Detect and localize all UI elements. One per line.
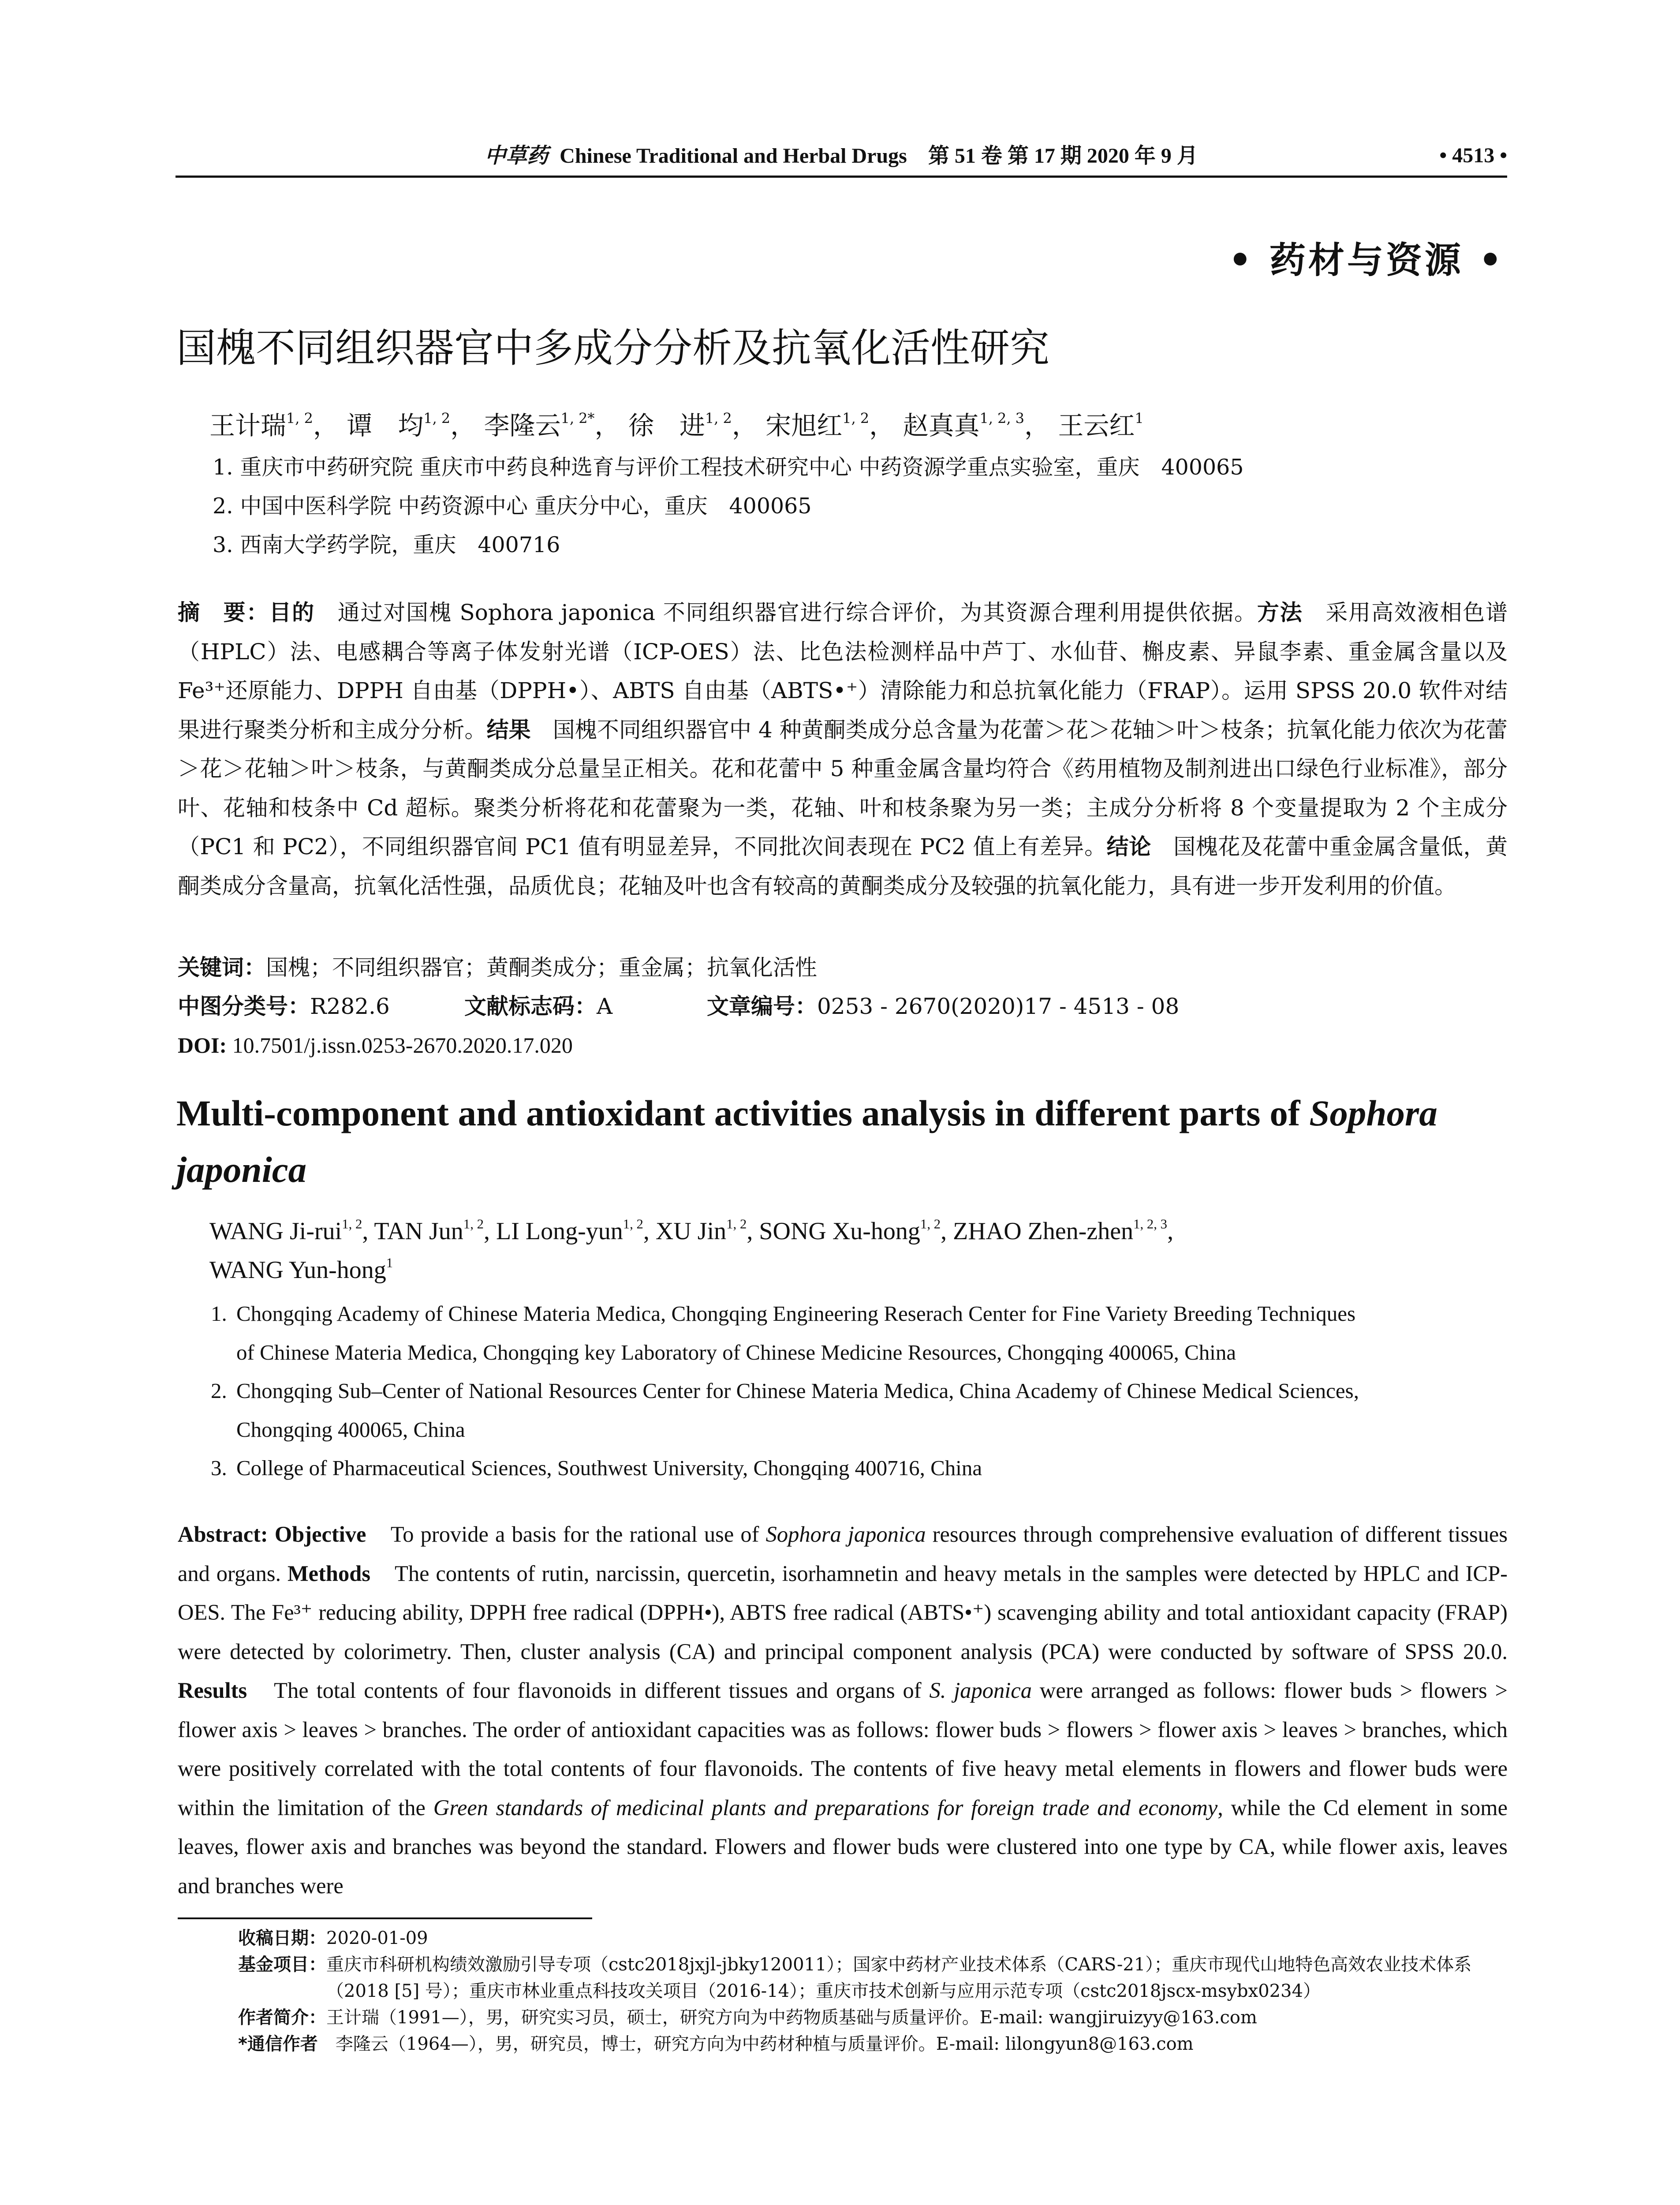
clc-code: R282.6 [310,994,390,1019]
objective-en-text: To provide a basis for the rational use of [366,1522,766,1547]
keywords-text: 国槐；不同组织器官；黄酮类成分；重金属；抗氧化活性 [266,955,817,980]
authors-en [209,1212,1488,1289]
doc-code: A [597,994,613,1019]
doi-line [178,1026,573,1065]
affiliation-line: Chongqing Academy of Chinese Materia Medica, Chongqing Engineering Reserach Center for Fine Variety Breeding Techniques [236,1301,1356,1326]
title-en-species: Sophora japonica [176,1093,1437,1190]
affiliation-en [211,1372,1516,1449]
article-number: 0253 - 2670(2020)17 - 4513 - 08 [817,994,1180,1019]
affiliation-en [211,1294,1516,1372]
methods-en-text: The contents of rutin, narcissin, quercetin, isorhamnetin and heavy metals in the samples were detected by HPLC and ICP-OES. The Fe³⁺ reducing ability, DPPH free radical (DPPH•), ABTS free radical (ABTS•⁺) scavenging ability and total antioxidant capacity (FRAP) were detected by colorimetry. Then, cluster analysis (CA) and principal component analysis (PCA) were conducted by software of SPSS 20.0. [178,1561,1508,1664]
author-cn: 谭 均$^{1, 2}$， [347,410,476,441]
affiliation-cn: 3. 西南大学药学院，重庆 400716 [213,532,560,557]
journal-info: Chinese Traditional and Herbal Drugs 第 51 卷 第 17 期 2020 年 9 月 [560,144,1198,168]
author-cn: 王云红$^1$ [1058,410,1144,441]
methods-label: 方法 [1257,600,1303,625]
doi-value[interactable]: 10.7501/j.issn.0253-2670.2020.17.020 [232,1033,573,1058]
footnote-corresponding-author: *通信作者 李隆云（1964—），男，研究员，博士，研究方向为中药材种植与质量评价。E-mail: lilongyun8@163.com [238,2034,1194,2054]
author-en: XU Jin$^{1, 2}$, [655,1216,759,1245]
authors-cn [209,406,1144,445]
species-name: S. japonica [929,1678,1032,1703]
results-en-label: Results [178,1678,247,1703]
author-cn: 李隆云$^{1, 2*}$， [484,410,620,441]
keywords-cn [178,948,817,987]
affiliation-en [211,1449,1516,1487]
section-heading: • 药材与资源 • [1228,239,1505,281]
keywords-label: 关键词： [178,955,266,980]
affiliation-cn: 1. 重庆市中药研究院 重庆市中药良种选育与评价工程技术研究中心 中药资源学重点实验室，重庆 400065 [213,455,1244,480]
results-en-text: , while the Cd element in some leaves, flower axis and branches was beyond the standard. Flowers and flower buds were clustered into one type by CA, while flower axis, leaves and branches were [178,1795,1508,1898]
affiliation-line: Chongqing 400065, China [236,1417,465,1442]
journal-header [175,140,1507,172]
abstract-cn [178,593,1508,905]
clc-label: 中图分类号： [178,994,310,1019]
standard-title: Green standards of medicinal plants and preparations for foreign trade and economy [433,1795,1218,1820]
affiliation-number: 1. [211,1301,227,1326]
author-en: ZHAO Zhen-zhen$^{1, 2, 3}$, [953,1216,1174,1245]
author-cn: 徐 进$^{1, 2}$， [628,410,758,441]
results-en-text: were arranged as follows: flower buds > flowers > flower axis > leaves > branches. The order of antioxidant capacities was as follows: flower buds > flowers > flower axis > leaves > branches, which were positively correlated with the total contents of four flavonoids. The contents of five heavy metal elements in flowers and flower buds were within the limitation of the [178,1678,1508,1820]
author-en: TAN Jun$^{1, 2}$, [374,1216,496,1245]
objective-label: 目的 [269,600,315,625]
author-en: SONG Xu-hong$^{1, 2}$, [759,1216,953,1245]
conclusion-label: 结论 [1106,834,1151,860]
abstract-en [178,1515,1508,1905]
footnote-funding: 基金项目： 重庆市科研机构绩效激励引导专项（cstc2018jxjl-jbky120011）；国家中药材产业技术体系（CARS-21）；重庆市现代山地特色高效农业技术体系（2018 [5] 号）；重庆市林业重点科技攻关项目（2016-14）；重庆市技术创新与应用示范专项（cstc2018jscx-msybx0234） [238,1955,1472,2001]
results-en-text: The total contents of four flavonoids in different tissues and organs of [247,1678,930,1703]
abstract-en-label: Abstract: [178,1522,268,1547]
affiliation-line: of Chinese Materia Medica, Chongqing key Laboratory of Chinese Medicine Resources, Chongqing 400065, China [236,1340,1236,1364]
page-number: • 4513 • [1439,144,1507,167]
author-cn: 王计瑞$^{1, 2}$， [209,410,339,441]
author-cn: 赵真真$^{1, 2, 3}$， [903,410,1050,441]
doc-code-label: 文献标志码： [464,994,597,1019]
affiliation-number: 3. [211,1456,227,1480]
methods-en-label: Methods [287,1561,370,1586]
objective-en-label: Objective [274,1522,366,1547]
title-cn: 国槐不同组织器官中多成分分析及抗氧化活性研究 [176,325,1049,371]
species-name: Sophora japonica [765,1522,926,1547]
classification-line [178,987,1179,1026]
objective-en-text: resources through comprehensive evaluation of different tissues and organs. [178,1522,1508,1586]
abstract-label: 摘 要： [178,600,269,625]
affiliation-number: 2. [211,1379,227,1403]
footnote-received: 收稿日期： 2020-01-09 [238,1928,428,1948]
running-header [175,140,1507,178]
conclusion-text: 国槐花及花蕾中重金属含量低，黄酮类成分含量高，抗氧化活性强，品质优良；花轴及叶也含有较高的黄酮类成分及较强的抗氧化能力，具有进一步开发利用的价值。 [178,834,1508,899]
author-cn: 宋旭红$^{1, 2}$， [765,410,895,441]
affiliation-cn: 2. 中国中医科学院 中药资源中心 重庆分中心，重庆 400065 [213,493,812,519]
author-en: WANG Yun-hong$^1$ [209,1255,393,1284]
footnotes [238,1925,1508,2057]
affiliation-line: Chongqing Sub–Center of National Resources Center for Chinese Materia Medica, China Academy of Chinese Medical Sciences, [236,1379,1359,1403]
methods-text: 采用高效液相色谱（HPLC）法、电感耦合等离子体发射光谱（ICP-OES）法、比色法检测样品中芦丁、水仙苷、槲皮素、异鼠李素、重金属含量以及 Fe³⁺还原能力、DPPH 自由基（DPPH•）、ABTS 自由基（ABTS•⁺）清除能力和总抗氧化能力（FRAP）。运用 SPSS 20.0 软件对结果进行聚类分析和主成分分析。 [178,600,1508,743]
footnote-author-bio: 作者简介： 王计瑞（1991—），男，研究实习员，硕士，研究方向为中药物质基础与质量评价。E-mail: wangjiruizyy@163.com [238,2007,1257,2028]
title-en-main: Multi-component and antioxidant activities analysis in different parts of [176,1093,1310,1133]
doi-label: DOI: [178,1033,227,1058]
objective-text: 通过对国槐 Sophora japonica 不同组织器官进行综合评价，为其资源合理利用提供依据。 [314,600,1257,625]
author-en: LI Long-yun$^{1, 2}$, [496,1216,656,1245]
results-text: 国槐不同组织器官中 4 种黄酮类成分总含量为花蕾＞花＞花轴＞叶＞枝条；抗氧化能力依次为花蕾＞花＞花轴＞叶＞枝条，与黄酮类成分总量呈正相关。花和花蕾中 5 种重金属含量均符合《药用植物及制剂进出口绿色行业标准》，部分叶、花轴和枝条中 Cd 超标。聚类分析将花和花蕾聚为一类，花轴、叶和枝条聚为另一类；主成分分析将 8 个变量提取为 2 个主成分（PC1 和 PC2），不同组织器官间 PC1 值有明显差异，不同批次间表现在 PC2 值上有差异。 [178,717,1508,860]
results-label: 结果 [486,717,531,743]
journal-name-cn: 中草药 [485,143,549,168]
footnote-divider [178,1917,592,1919]
author-en: WANG Ji-rui$^{1, 2}$, [209,1216,374,1245]
article-number-label: 文章编号： [707,994,817,1019]
title-en [176,1085,1512,1198]
affiliation-line: College of Pharmaceutical Sciences, Southwest University, Chongqing 400716, China [236,1456,982,1480]
